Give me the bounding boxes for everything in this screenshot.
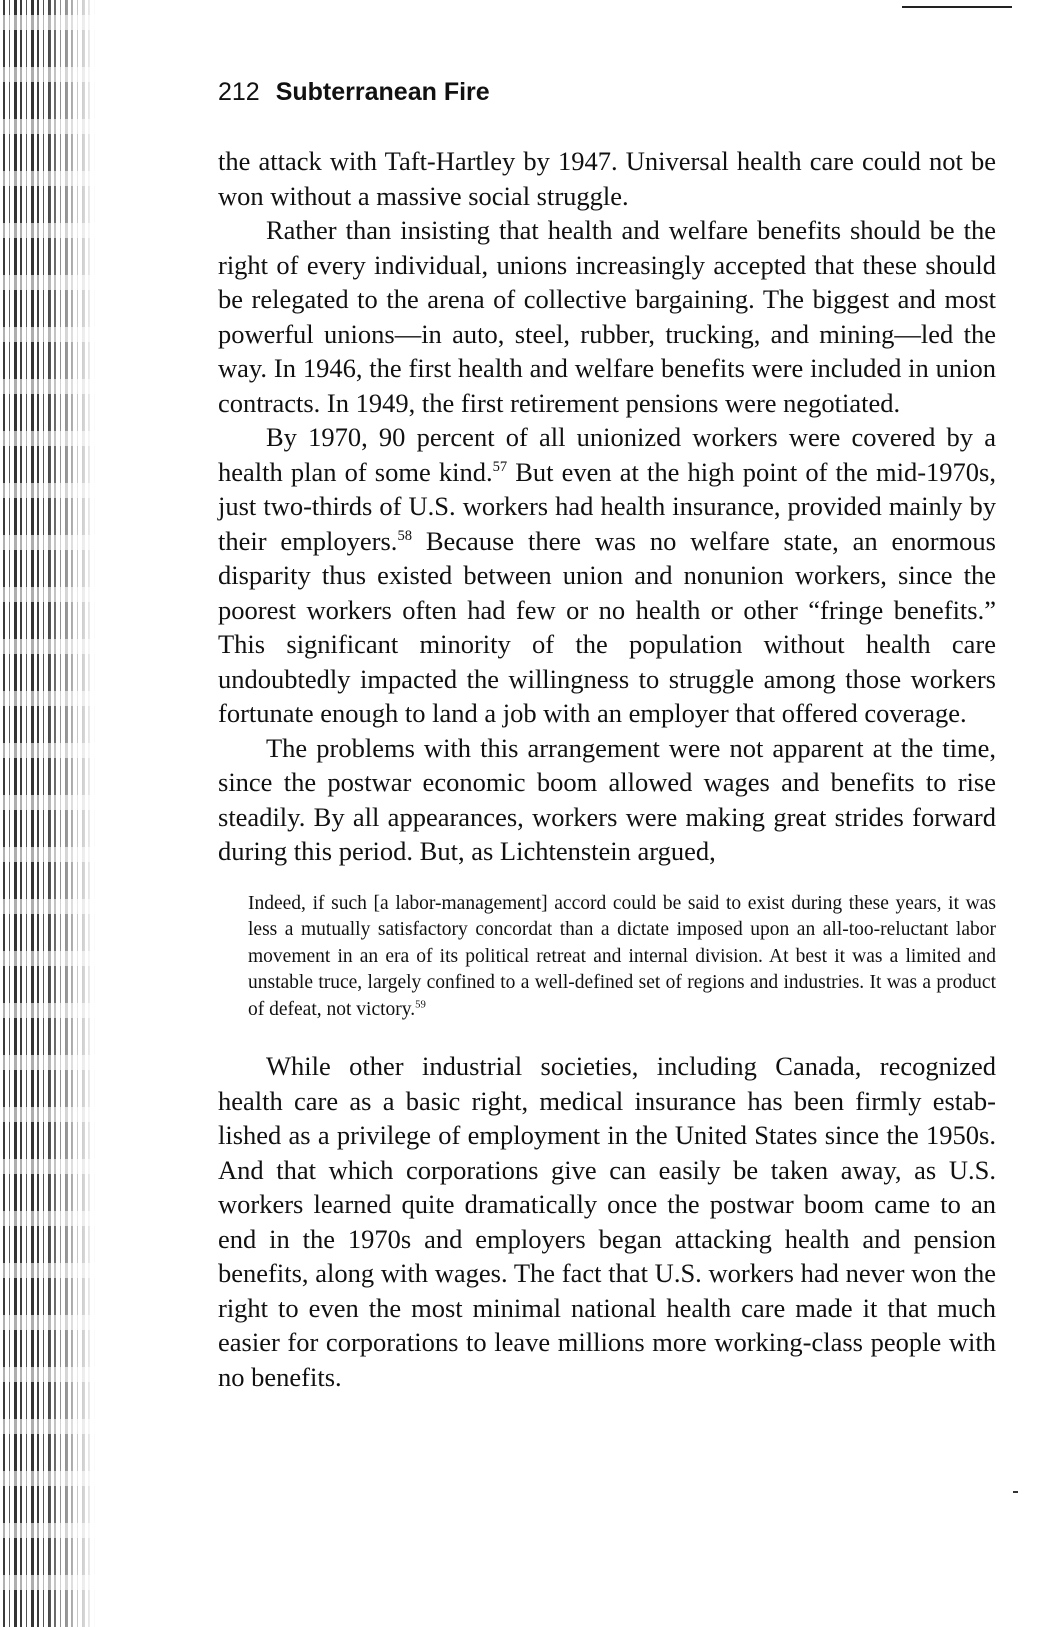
footnote-marker-57[interactable]: 57	[492, 458, 508, 475]
scan-edge-mark	[1013, 1491, 1018, 1493]
page-number: 212	[218, 78, 260, 106]
paragraph-4: The problems with this arrangement were not apparent at the time, since the postwar economic boom allowed wages and benefits to rise steadily. By all appearances, workers were making great strides forward during this period. But, as Lichtenstein argued,	[218, 732, 996, 866]
paragraph-5: While other industrial societies, including Canada, recognized health care as a basic right, medical insurance has been firmly established as a privilege of employment in the United States since the 1950s. And that which corporations give can easily be taken away, as U.S. workers learned quite dramatically once the postwar boom came to an end in the 1970s and employers began attacking health and pension benefits, along with wages. The fact that U.S. workers had never won the right to even the most minimal national health care made it that much easier for corporations to leave millions more working-class people with no benefits.	[218, 1051, 996, 1392]
block-quote	[248, 891, 996, 1024]
paragraph-3-text-b: But even at the high point of the mid-1970s, just two-thirds of U.S. workers had health insurance, provided mainly by their employers.	[218, 456, 996, 556]
block-quote-text: Indeed, if such [a labor-management] accord could be said to exist during these years, it was less a mutually satisfactory concordat than a dictate imposed upon an all-too-reluctant labor movement in an era of its political retreat and internal division. At best it was a limited and unstable truce, largely confined to a well-defined set of regions and industries. It was a product of defeat, not victory.	[248, 892, 996, 1020]
footnote-marker-59[interactable]: 59	[415, 998, 426, 1010]
page-body	[218, 144, 996, 1394]
scan-edge-rule	[902, 6, 1012, 8]
paragraph-3-text-c: Because there was no welfare state, an enormous disparity thus existed between union and nonunion workers, since the poorest workers often had few or no health or other “fringe benefits.” This significant minority of the population without health care undoubtedly impacted the willingness to struggle among those workers fortunate enough to land a job with an employer that offered coverage.	[218, 525, 996, 728]
paragraph-3	[218, 420, 996, 731]
running-header	[218, 72, 978, 112]
footnote-marker-58[interactable]: 58	[397, 527, 412, 544]
paragraph-2: Rather than insisting that health and welfare benefits should be the right of every individual, unions increasingly accepted that these should be relegated to the arena of collective bargaining. The biggest and most powerful unions—in auto, steel, rubber, trucking, and mining—led the way. In 1946, the first health and welfare benefits were included in union contracts. In 1949, the first retirement pensions were negotiated.	[218, 215, 996, 418]
paragraph-1: the attack with Taft-Hartley by 1947. Universal health care could not be won without a massive social struggle.	[218, 146, 996, 211]
book-title: Subterranean Fire	[275, 78, 490, 106]
scanned-spine-fade	[0, 0, 96, 1627]
paragraph-3-text-a: By 1970, 90 percent of all unionized workers were covered by a health plan of some kind.	[218, 422, 996, 487]
